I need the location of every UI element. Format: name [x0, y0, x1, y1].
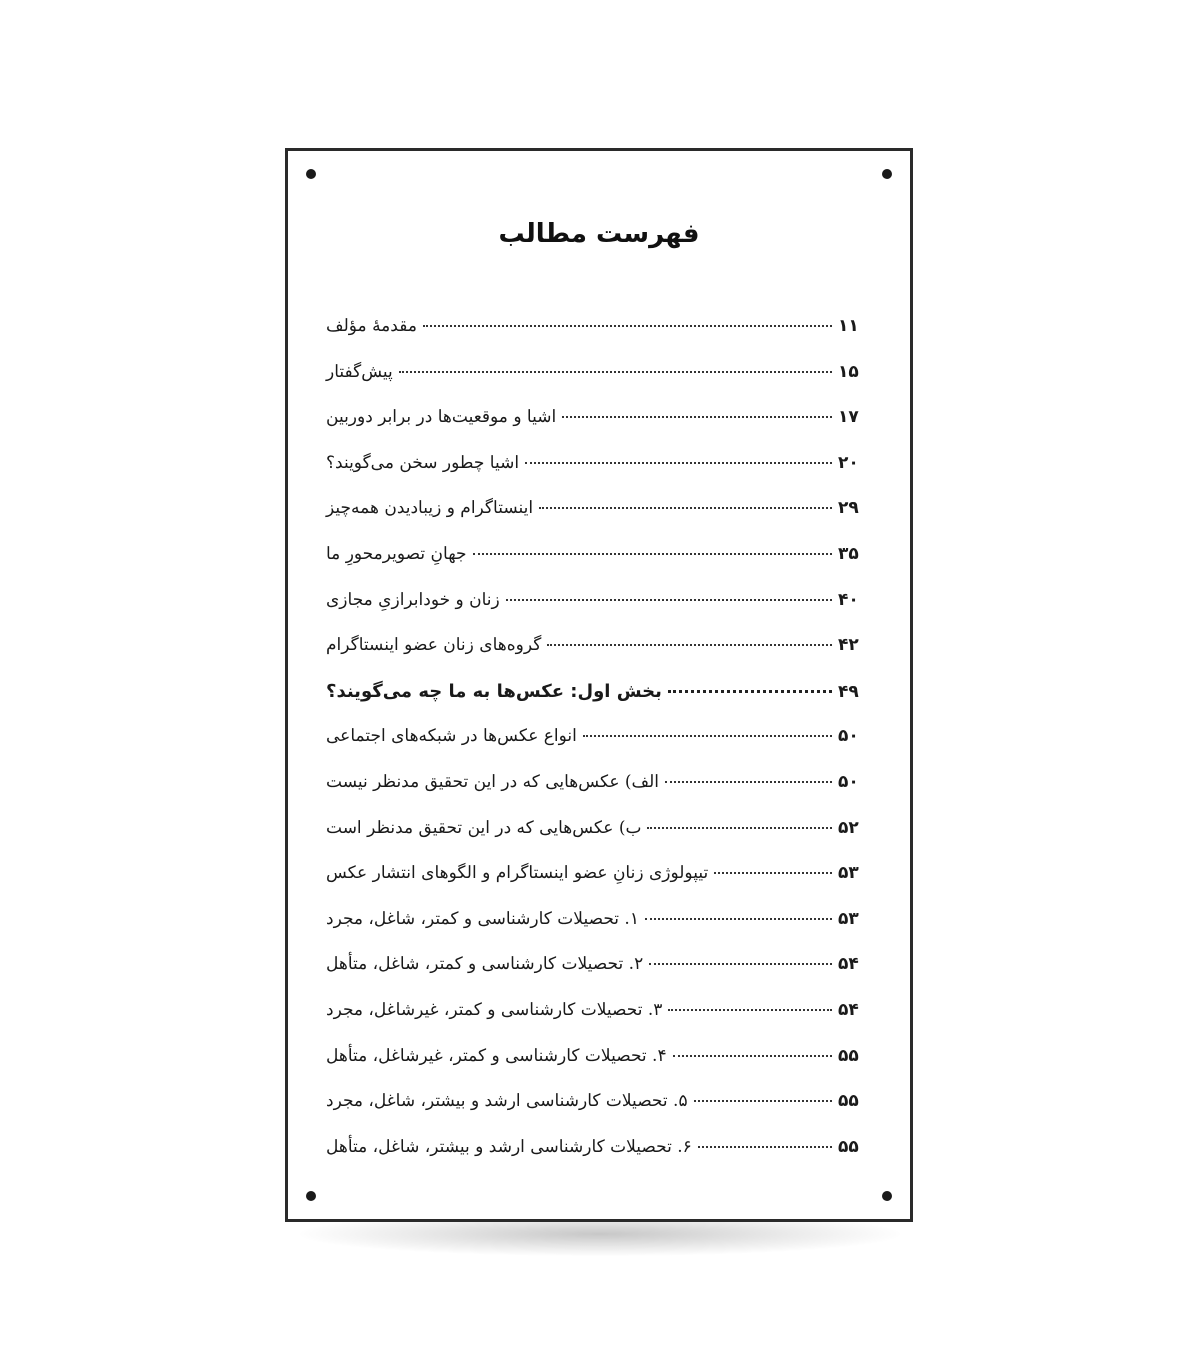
- toc-entry: [326, 772, 862, 818]
- toc-entry-page-number: ۵۵: [838, 1136, 859, 1157]
- toc-entry-page-number: ۱۵: [838, 361, 859, 382]
- toc-entry: [326, 1000, 862, 1046]
- dot-leader: [698, 1146, 832, 1148]
- toc-entry: [326, 1091, 862, 1137]
- toc-entry-label: اشیا و موقعیت‌ها در برابر دوربین: [326, 407, 557, 428]
- toc-entry-label: ۵. تحصیلات کارشناسی ارشد و بیشتر، شاغل، مجرد: [326, 1091, 688, 1112]
- corner-dot-bottom-right: [882, 1191, 892, 1201]
- toc-entry-page-number: ۴۰: [838, 589, 859, 610]
- dot-leader: [665, 781, 832, 783]
- toc-title: فهرست مطالب: [498, 219, 700, 249]
- toc-entry-page-number: ۴۲: [838, 635, 859, 656]
- toc-entry-label: ۶. تحصیلات کارشناسی ارشد و بیشتر، شاغل، متأهل: [326, 1136, 692, 1157]
- toc-entry: [326, 498, 862, 544]
- toc-entry: [326, 590, 862, 636]
- toc-entry-label: ۳. تحصیلات کارشناسی و کمتر، غیرشاغل، مجرد: [326, 999, 663, 1020]
- toc-entry: [326, 863, 862, 909]
- toc-entry-label: ۱. تحصیلات کارشناسی و کمتر، شاغل، مجرد: [326, 908, 639, 929]
- toc-entry-page-number: ۵۴: [838, 954, 859, 975]
- toc-entry-page-number: ۵۰: [838, 726, 859, 747]
- toc-entry: [326, 453, 862, 499]
- corner-dot-bottom-left: [306, 1191, 316, 1201]
- toc-entry-label: ب) عکس‌هایی که در این تحقیق مدنظر است: [326, 817, 642, 838]
- toc-entry-label: الف) عکس‌هایی که در این تحقیق مدنظر نیست: [326, 771, 660, 792]
- toc-entry: [326, 316, 862, 362]
- toc-entry: [326, 818, 862, 864]
- dot-leader: [649, 963, 832, 965]
- toc-entry: [326, 909, 862, 955]
- dot-leader: [714, 872, 832, 874]
- toc-entry: [326, 726, 862, 772]
- dot-leader: [668, 1009, 832, 1011]
- toc-entry-page-number: ۱۱: [838, 316, 859, 336]
- toc-entry-label: ۴. تحصیلات کارشناسی و کمتر، غیرشاغل، متأهل: [326, 1045, 667, 1066]
- dot-leader: [562, 416, 832, 418]
- dot-leader: [539, 507, 832, 509]
- toc-entry-page-number: ۵۳: [838, 863, 859, 884]
- toc-entry: [326, 954, 862, 1000]
- toc-entry-page-number: ۵۵: [838, 1091, 859, 1112]
- toc-entry-page-number: ۳۵: [838, 543, 859, 564]
- dot-leader: [399, 371, 832, 373]
- dot-leader: [673, 1055, 832, 1057]
- toc-entry-page-number: ۴۹: [838, 681, 859, 702]
- toc-entry-label: گروه‌های زنان عضو اینستاگرام: [326, 635, 542, 656]
- toc-entry-label: جهانِ تصویرمحورِ ما: [326, 543, 467, 564]
- toc-entry: [326, 362, 862, 408]
- corner-dot-top-right: [882, 169, 892, 179]
- toc-entry: [326, 544, 862, 590]
- toc-entry-page-number: ۵۰: [838, 771, 859, 792]
- toc-entry-label: زنان و خودابرازیِ مجازی: [326, 589, 500, 610]
- toc-entry-page-number: ۵۳: [838, 908, 859, 929]
- toc-entry-label: پیش‌گفتار: [326, 361, 393, 382]
- dot-leader: [647, 827, 832, 829]
- toc-entry-label: انواع عکس‌ها در شبکه‌های اجتماعی: [326, 726, 577, 747]
- toc-entry-page-number: ۲۹: [838, 498, 859, 519]
- toc-entry-label: ۲. تحصیلات کارشناسی و کمتر، شاغل، متأهل: [326, 954, 644, 975]
- dot-leader: [694, 1100, 832, 1102]
- toc-entry-label: بخش اول: عکس‌ها به ما چه می‌گویند؟: [326, 680, 662, 702]
- toc-entry: [326, 407, 862, 453]
- dot-leader: [525, 462, 832, 464]
- corner-dot-top-left: [306, 169, 316, 179]
- toc-entry: [326, 635, 862, 681]
- toc-entry-label: مقدمهٔ مؤلف: [326, 316, 417, 336]
- toc-entry-page-number: ۵۲: [838, 817, 859, 838]
- dot-leader: [583, 735, 832, 737]
- toc-entry-page-number: ۱۷: [838, 407, 859, 428]
- toc-entry: [326, 1046, 862, 1092]
- dot-leader: [668, 690, 832, 693]
- dot-leader: [547, 644, 832, 646]
- toc-part-heading: [326, 681, 862, 727]
- book-page: [285, 148, 913, 1222]
- toc-entry-label: اشیا چطور سخن می‌گویند؟: [326, 452, 520, 473]
- dot-leader: [473, 553, 832, 555]
- toc-entry: [326, 1137, 862, 1183]
- toc-list: [326, 316, 862, 1182]
- dot-leader: [506, 599, 832, 601]
- toc-entry-label: اینستاگرام و زیبادیدن همه‌چیز: [326, 498, 534, 519]
- toc-entry-page-number: ۲۰: [838, 452, 859, 473]
- toc-entry-page-number: ۵۴: [838, 999, 859, 1020]
- dot-leader: [423, 325, 832, 327]
- toc-entry-page-number: ۵۵: [838, 1045, 859, 1066]
- toc-entry-label: تیپولوژی زنانِ عضو اینستاگرام و الگوهای انتشار عکس: [326, 863, 709, 884]
- dot-leader: [645, 918, 832, 920]
